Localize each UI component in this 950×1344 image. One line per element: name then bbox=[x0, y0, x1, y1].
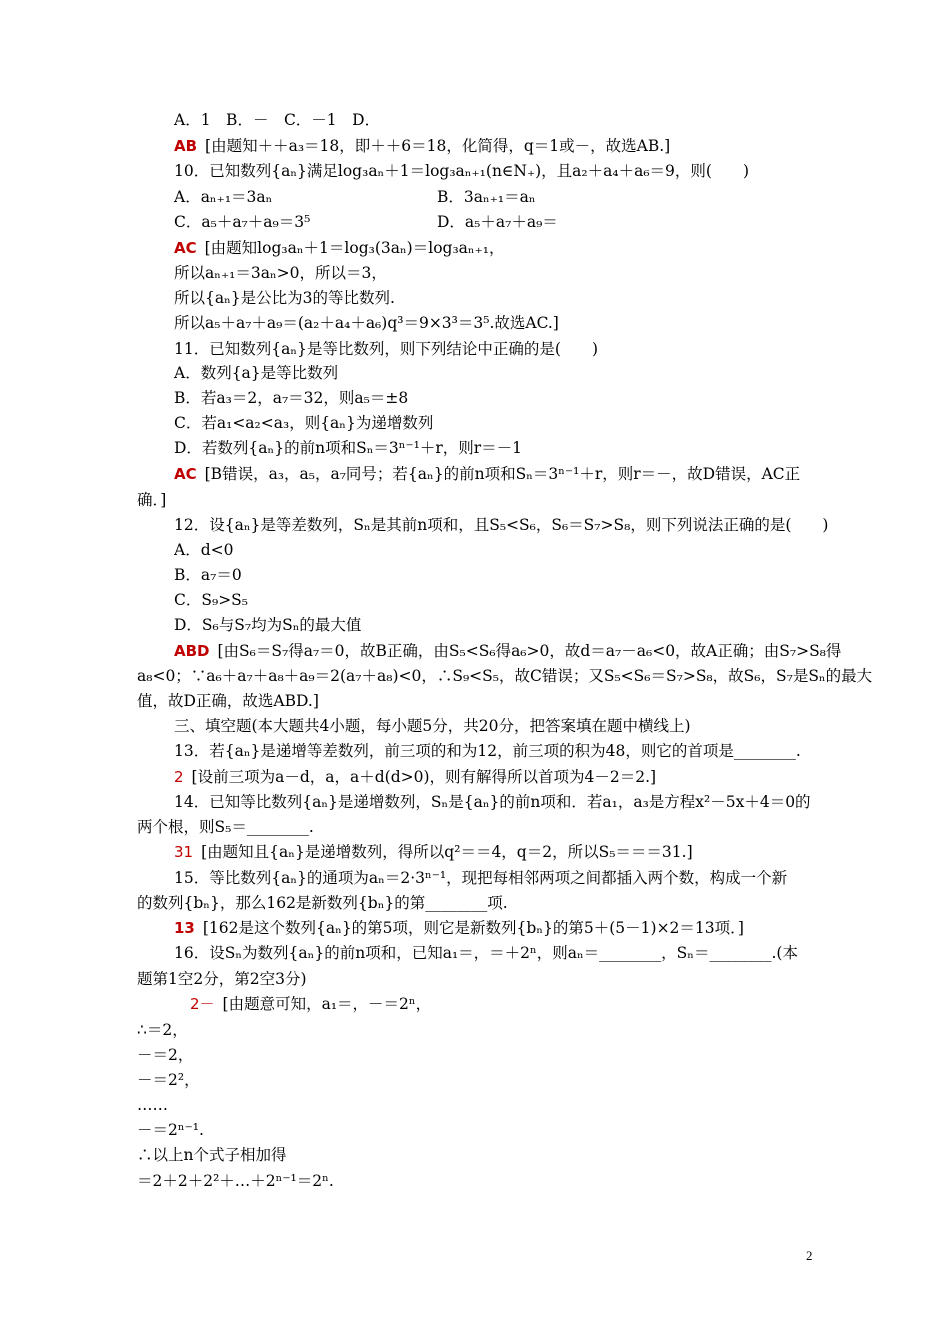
answer-label: AB bbox=[174, 137, 198, 155]
answer-label: AC bbox=[174, 465, 197, 483]
text-line bbox=[174, 514, 854, 536]
answer-label: 2－ bbox=[190, 995, 215, 1013]
text-line bbox=[137, 1170, 817, 1192]
text-line bbox=[137, 892, 817, 914]
option-right: B．3aₙ₊₁＝aₙ bbox=[437, 188, 536, 206]
text-line bbox=[174, 211, 854, 233]
text-line bbox=[137, 489, 817, 511]
text-line bbox=[174, 262, 854, 284]
line-text: [设前三项为a－d，a，a＋d(d>0)，则有解得所以首项为4－2＝2.] bbox=[191, 768, 657, 786]
line-text: －＝2， bbox=[137, 1046, 194, 1064]
text-line bbox=[174, 338, 854, 360]
line-text: [B错误，a₃，a₅，a₇同号；若{aₙ}的前n项和Sₙ＝3ⁿ⁻¹＋r，则r＝－，故D错误，AC正 bbox=[204, 465, 801, 483]
line-text: B．a₇＝0 bbox=[174, 566, 242, 584]
text-line bbox=[137, 1094, 817, 1116]
text-line bbox=[174, 412, 854, 434]
line-text: [由题意可知，a₁＝，－＝2ⁿ， bbox=[222, 995, 432, 1013]
line-text: 14．已知等比数列{aₙ}是递增数列，Sₙ是{aₙ}的前n项和．若a₁，a₃是方程x²－5x＋4＝0的 bbox=[174, 793, 811, 811]
text-line bbox=[137, 968, 817, 990]
text-line bbox=[190, 993, 870, 1015]
line-text: 值，故D正确，故选ABD.] bbox=[137, 692, 319, 710]
text-line bbox=[174, 917, 854, 939]
line-text: A．aₙ₊₁＝3aₙ bbox=[174, 188, 273, 206]
line-text: B．若a₃＝2，a₇＝32，则a₅＝±8 bbox=[174, 389, 409, 407]
text-line bbox=[174, 867, 854, 889]
text-line bbox=[174, 740, 854, 762]
text-line bbox=[174, 841, 854, 863]
line-text: 两个根，则S₅＝________. bbox=[137, 818, 314, 836]
line-text: A．1 B．－ C．－1 D． bbox=[174, 111, 381, 129]
text-line bbox=[137, 816, 817, 838]
page-number: 2 bbox=[806, 1248, 813, 1263]
line-text: C．若a₁<a₂<a₃，则{aₙ}为递增数列 bbox=[174, 414, 434, 432]
text-line bbox=[174, 715, 854, 737]
line-text: A．数列{a}是等比数列 bbox=[174, 364, 339, 382]
line-text: －＝2ⁿ⁻¹. bbox=[137, 1121, 204, 1139]
text-line bbox=[174, 287, 854, 309]
text-line bbox=[137, 1069, 817, 1091]
text-line bbox=[174, 766, 854, 788]
line-text: a₈<0；∵a₆＋a₇＋a₈＋a₉＝2(a₇＋a₈)<0，∴S₉<S₅，故C错误；又S₅<S₆＝S₇>S₈，故S₆，S₇是Sₙ的最大 bbox=[137, 667, 873, 685]
line-text: －＝2²， bbox=[137, 1071, 200, 1089]
line-text: 题第1空2分，第2空3分) bbox=[137, 970, 307, 988]
line-text: [由题知＋＋a₃＝18，即＋＋6＝18，化简得，q＝1或－，故选AB.] bbox=[205, 137, 671, 155]
line-text: 三、填空题(本大题共4小题，每小题5分，共20分，把答案填在题中横线上) bbox=[174, 717, 691, 735]
answer-label: ABD bbox=[174, 642, 210, 660]
text-line bbox=[137, 1119, 817, 1141]
text-line bbox=[174, 640, 854, 662]
line-text: 16．设Sₙ为数列{aₙ}的前n项和，已知a₁＝，＝＋2ⁿ，则aₙ＝________，Sₙ＝________.(本 bbox=[174, 944, 798, 962]
line-text: 10．已知数列{aₙ}满足log₃aₙ＋1＝log₃aₙ₊₁(n∈N₊)，且a₂＋a₄＋a₆＝9，则( ) bbox=[174, 162, 750, 180]
line-text: C．a₅＋a₇＋a₉＝3⁵ bbox=[174, 213, 311, 231]
text-line bbox=[174, 312, 854, 334]
text-line bbox=[174, 362, 854, 384]
line-text: ∴以上n个式子相加得 bbox=[137, 1146, 287, 1164]
line-text: …… bbox=[137, 1096, 168, 1114]
answer-label: 2 bbox=[174, 768, 184, 786]
line-text: 所以{aₙ}是公比为3的等比数列. bbox=[174, 289, 395, 307]
line-text: 13．若{aₙ}是递增等差数列，前三项的和为12，前三项的积为48，则它的首项是________. bbox=[174, 742, 801, 760]
line-text: [由S₆＝S₇得a₇＝0，故B正确，由S₅<S₆得a₆>0，故d＝a₇－a₆<0，故A正确；由S₇>S₈得 bbox=[217, 642, 842, 660]
text-line bbox=[174, 160, 854, 182]
text-line bbox=[174, 109, 854, 131]
line-text: 所以aₙ₊₁＝3aₙ>0，所以＝3， bbox=[174, 264, 387, 282]
line-text: D．若数列{aₙ}的前n项和Sₙ＝3ⁿ⁻¹＋r，则r＝－1 bbox=[174, 439, 523, 457]
answer-label: 13 bbox=[174, 919, 195, 937]
text-line bbox=[137, 1144, 817, 1166]
line-text: [由题知且{aₙ}是递增数列，得所以q²＝＝4，q＝2，所以S₅＝＝＝31.] bbox=[201, 843, 693, 861]
text-line bbox=[137, 1019, 817, 1041]
text-line bbox=[137, 690, 817, 712]
text-line bbox=[174, 237, 854, 259]
text-line bbox=[174, 942, 854, 964]
line-text: 15．等比数列{aₙ}的通项为aₙ＝2·3ⁿ⁻¹，现把每相邻两项之间都插入两个数，构成一个新 bbox=[174, 869, 788, 887]
line-text: 11．已知数列{aₙ}是等比数列，则下列结论中正确的是( ) bbox=[174, 340, 598, 358]
text-line bbox=[174, 135, 854, 157]
text-line bbox=[174, 387, 854, 409]
answer-label: AC bbox=[174, 239, 197, 257]
line-text: 所以a₅＋a₇＋a₉＝(a₂＋a₄＋a₆)q³＝9×3³＝3⁵.故选AC.] bbox=[174, 314, 559, 332]
line-text: D．S₆与S₇均为Sₙ的最大值 bbox=[174, 616, 362, 634]
text-line bbox=[174, 437, 854, 459]
text-line bbox=[174, 614, 854, 636]
line-text: A．d<0 bbox=[174, 541, 234, 559]
line-text: 确．] bbox=[137, 491, 167, 509]
line-text: 12．设{aₙ}是等差数列，Sₙ是其前n项和，且S₅<S₆，S₆＝S₇>S₈，则下列说法正确的是( ) bbox=[174, 516, 829, 534]
text-line bbox=[174, 564, 854, 586]
text-line bbox=[174, 589, 854, 611]
text-line bbox=[174, 539, 854, 561]
answer-label: 31 bbox=[174, 843, 194, 861]
text-line bbox=[174, 463, 854, 485]
line-text: C．S₉>S₅ bbox=[174, 591, 249, 609]
line-text: ∴＝2， bbox=[137, 1021, 188, 1039]
line-text: ＝2＋2＋2²＋…＋2ⁿ⁻¹＝2ⁿ. bbox=[137, 1172, 334, 1190]
text-line bbox=[137, 1044, 817, 1066]
line-text: [由题知log₃aₙ＋1＝log₃(3aₙ)＝log₃aₙ₊₁， bbox=[204, 239, 505, 257]
line-text: [162是这个数列{aₙ}的第5项，则它是新数列{bₙ}的第5＋(5－1)×2＝13项．] bbox=[202, 919, 744, 937]
text-line bbox=[137, 665, 873, 687]
option-right: D．a₅＋a₇＋a₉＝ bbox=[437, 213, 558, 231]
line-text: 的数列{bₙ}，那么162是新数列{bₙ}的第________项. bbox=[137, 894, 508, 912]
text-line bbox=[174, 791, 854, 813]
text-line bbox=[174, 186, 854, 208]
